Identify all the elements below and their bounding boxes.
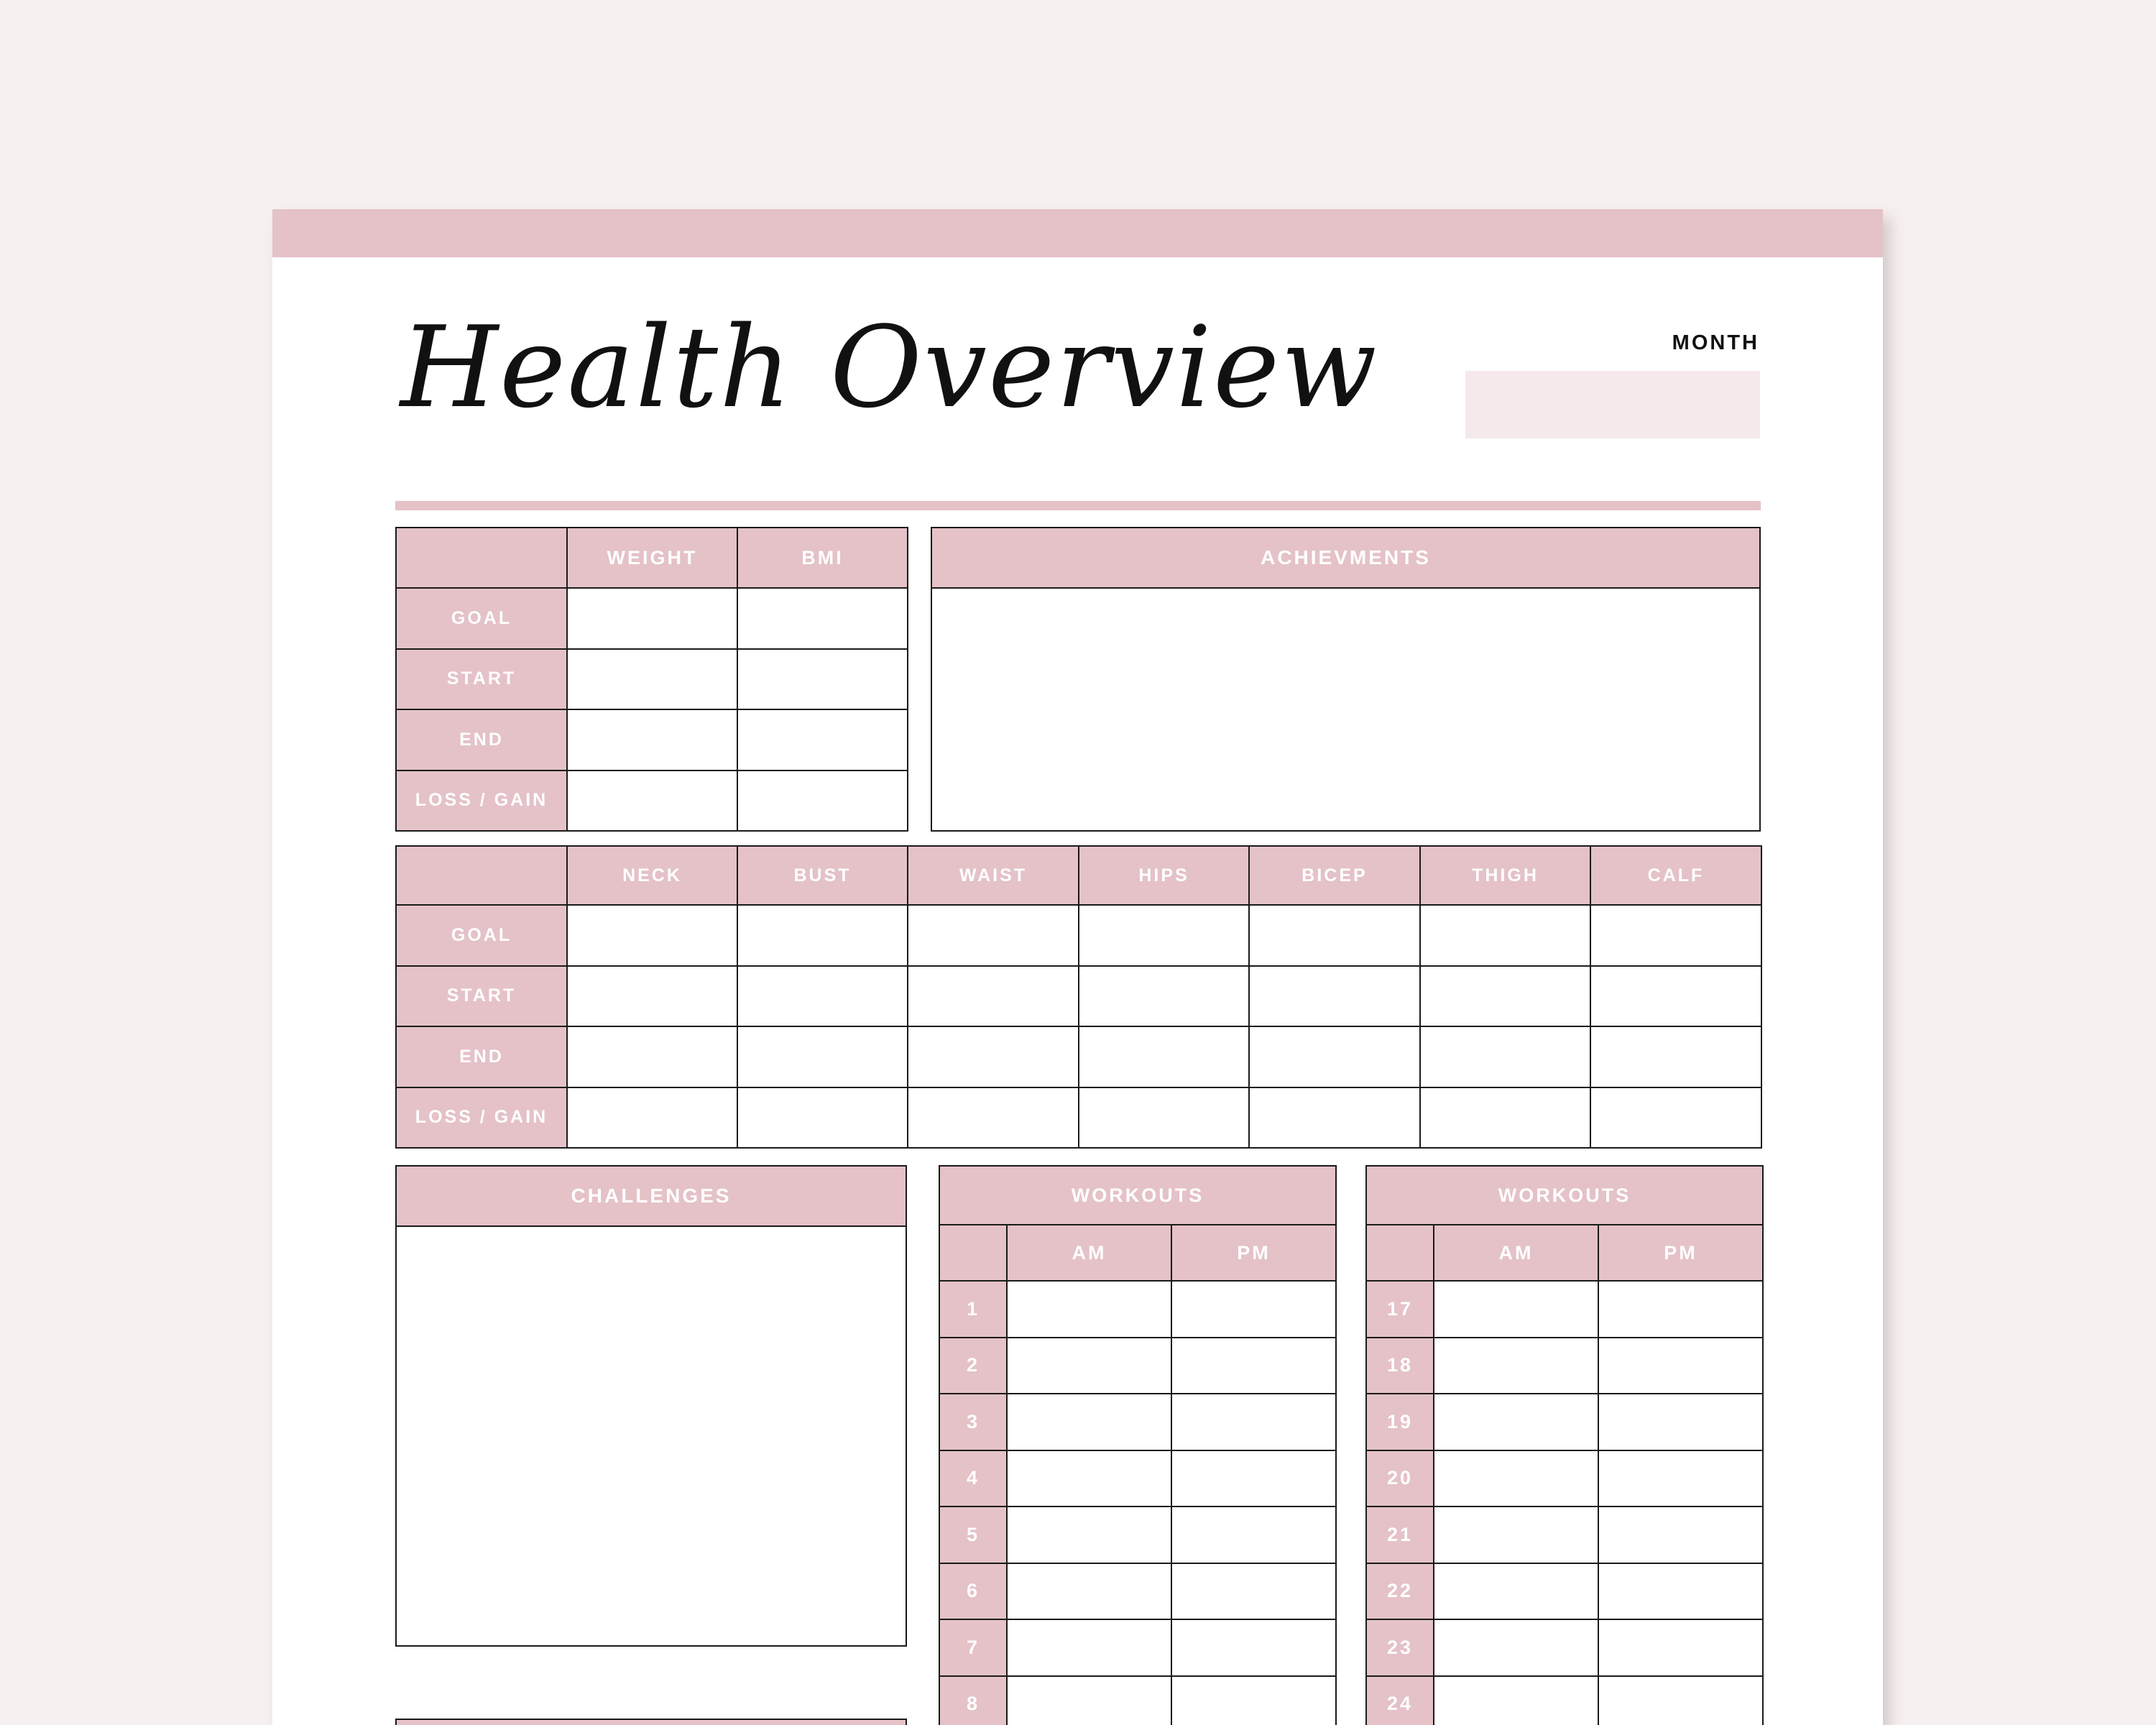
am-column-header: AM [1434, 1225, 1598, 1281]
day-row [1366, 1619, 1763, 1676]
entry-cell[interactable] [1420, 1026, 1590, 1087]
weight-bmi-table [395, 527, 908, 832]
achievements-header: ACHIEVMENTS [932, 528, 1759, 589]
row-label: 7 [939, 1619, 1007, 1676]
table-row [396, 1087, 1761, 1149]
entry-cell[interactable] [1171, 1450, 1336, 1507]
row-label: 18 [1366, 1338, 1434, 1394]
table-row [396, 649, 908, 710]
entry-cell[interactable] [1434, 1506, 1598, 1563]
entry-cell[interactable] [1420, 905, 1590, 966]
day-row [1366, 1506, 1763, 1563]
workouts-day-corner [1366, 1225, 1434, 1281]
workouts-table-days-1-8 [939, 1165, 1337, 1725]
column-header-bicep: BICEP [1249, 846, 1420, 905]
entry-cell[interactable] [567, 649, 737, 710]
table-row [396, 709, 908, 770]
entry-cell[interactable] [1434, 1619, 1598, 1676]
entry-cell[interactable] [1598, 1281, 1763, 1338]
entry-cell[interactable] [1598, 1563, 1763, 1620]
entry-cell[interactable] [1171, 1394, 1336, 1450]
workouts-title: WORKOUTS [939, 1166, 1336, 1225]
entry-cell[interactable] [567, 1026, 737, 1087]
entry-cell[interactable] [1171, 1338, 1336, 1394]
entry-cell[interactable] [1590, 905, 1761, 966]
entry-cell[interactable] [1171, 1506, 1336, 1563]
entry-cell[interactable] [1434, 1281, 1598, 1338]
entry-cell[interactable] [1079, 905, 1249, 966]
entry-cell[interactable] [1171, 1676, 1336, 1725]
row-label: 3 [939, 1394, 1007, 1450]
entry-cell[interactable] [1598, 1450, 1763, 1507]
row-label: 2 [939, 1338, 1007, 1394]
row-label: GOAL [396, 905, 567, 966]
row-label: 22 [1366, 1563, 1434, 1620]
entry-cell[interactable] [1007, 1450, 1171, 1507]
row-label: 1 [939, 1281, 1007, 1338]
challenges-box [395, 1165, 907, 1647]
entry-cell[interactable] [737, 709, 908, 770]
measure-table-corner [396, 846, 567, 905]
day-row [939, 1563, 1336, 1620]
day-row [1366, 1281, 1763, 1338]
row-label: 17 [1366, 1281, 1434, 1338]
entry-cell[interactable] [908, 1026, 1079, 1087]
column-header-thigh: THIGH [1420, 846, 1590, 905]
entry-cell[interactable] [1598, 1506, 1763, 1563]
column-header-neck: NECK [567, 846, 737, 905]
entry-cell[interactable] [908, 966, 1079, 1027]
entry-cell[interactable] [1249, 1026, 1420, 1087]
column-header-hips: HIPS [1079, 846, 1249, 905]
day-row [1366, 1394, 1763, 1450]
entry-cell[interactable] [737, 770, 908, 832]
weight-column-header: WEIGHT [567, 528, 737, 588]
entry-cell[interactable] [1007, 1338, 1171, 1394]
day-row [939, 1506, 1336, 1563]
entry-cell[interactable] [1079, 966, 1249, 1027]
workouts-day-corner [939, 1225, 1007, 1281]
entry-cell[interactable] [1171, 1281, 1336, 1338]
row-label: 24 [1366, 1676, 1434, 1725]
achievements-box [931, 527, 1761, 832]
day-row [939, 1338, 1336, 1394]
table-row [396, 905, 1761, 966]
entry-cell[interactable] [1420, 1087, 1590, 1149]
next-section-header-edge [395, 1719, 907, 1725]
workouts-table-days-17-24 [1365, 1165, 1764, 1725]
day-row [1366, 1676, 1763, 1725]
entry-cell[interactable] [908, 1087, 1079, 1149]
entry-cell[interactable] [1007, 1281, 1171, 1338]
day-row [939, 1281, 1336, 1338]
body-measurements-table [395, 845, 1762, 1149]
row-label: END [396, 709, 567, 770]
entry-cell[interactable] [737, 588, 908, 649]
pm-column-header: PM [1171, 1225, 1336, 1281]
table-row [396, 770, 908, 832]
am-column-header: AM [1007, 1225, 1171, 1281]
table-row [396, 1026, 1761, 1087]
row-label: 6 [939, 1563, 1007, 1620]
entry-cell[interactable] [908, 905, 1079, 966]
achievements-writing-area[interactable] [932, 589, 1759, 832]
entry-cell[interactable] [1420, 966, 1590, 1027]
row-label: END [396, 1026, 567, 1087]
row-label: 5 [939, 1506, 1007, 1563]
entry-cell[interactable] [567, 588, 737, 649]
entry-cell[interactable] [1598, 1676, 1763, 1725]
entry-cell[interactable] [737, 1087, 908, 1149]
entry-cell[interactable] [1590, 966, 1761, 1027]
row-label: LOSS / GAIN [396, 1087, 567, 1149]
row-label: 21 [1366, 1506, 1434, 1563]
day-row [939, 1450, 1336, 1507]
entry-cell[interactable] [737, 905, 908, 966]
entry-cell[interactable] [567, 770, 737, 832]
title-divider [395, 501, 1761, 510]
entry-cell[interactable] [1249, 1087, 1420, 1149]
entry-cell[interactable] [1249, 905, 1420, 966]
day-row [1366, 1338, 1763, 1394]
entry-cell[interactable] [1079, 1026, 1249, 1087]
row-label: START [396, 966, 567, 1027]
entry-cell[interactable] [1249, 966, 1420, 1027]
challenges-header: CHALLENGES [397, 1167, 906, 1227]
entry-cell[interactable] [1171, 1563, 1336, 1620]
page-title: Health Overview [400, 302, 1378, 433]
entry-cell[interactable] [1434, 1338, 1598, 1394]
top-accent-band [272, 209, 1883, 257]
entry-cell[interactable] [1434, 1676, 1598, 1725]
entry-cell[interactable] [567, 709, 737, 770]
row-label: GOAL [396, 588, 567, 649]
row-label: START [396, 649, 567, 710]
entry-cell[interactable] [1434, 1450, 1598, 1507]
bmi-column-header: BMI [737, 528, 908, 588]
day-row [939, 1394, 1336, 1450]
entry-cell[interactable] [1598, 1619, 1763, 1676]
weight-table-corner [396, 528, 567, 588]
entry-cell[interactable] [1434, 1394, 1598, 1450]
day-row [1366, 1563, 1763, 1620]
row-label: 4 [939, 1450, 1007, 1507]
entry-cell[interactable] [1007, 1394, 1171, 1450]
entry-cell[interactable] [1171, 1619, 1336, 1676]
pm-column-header: PM [1598, 1225, 1763, 1281]
entry-cell[interactable] [1434, 1563, 1598, 1620]
entry-cell[interactable] [1007, 1506, 1171, 1563]
challenges-writing-area[interactable] [397, 1227, 906, 1647]
entry-cell[interactable] [1590, 1026, 1761, 1087]
entry-cell[interactable] [567, 1087, 737, 1149]
entry-cell[interactable] [1598, 1338, 1763, 1394]
row-label: 20 [1366, 1450, 1434, 1507]
entry-cell[interactable] [737, 649, 908, 710]
entry-cell[interactable] [1007, 1676, 1171, 1725]
table-row [396, 966, 1761, 1027]
planner-sheet [272, 209, 1883, 1725]
column-header-waist: WAIST [908, 846, 1079, 905]
entry-cell[interactable] [737, 1026, 908, 1087]
day-row [1366, 1450, 1763, 1507]
table-row [396, 588, 908, 649]
entry-cell[interactable] [1007, 1619, 1171, 1676]
month-input-box[interactable] [1465, 371, 1760, 438]
entry-cell[interactable] [567, 905, 737, 966]
entry-cell[interactable] [737, 966, 908, 1027]
column-header-bust: BUST [737, 846, 908, 905]
entry-cell[interactable] [1079, 1087, 1249, 1149]
entry-cell[interactable] [1598, 1394, 1763, 1450]
day-row [939, 1619, 1336, 1676]
month-label: MONTH [1672, 331, 1759, 354]
workouts-title: WORKOUTS [1366, 1166, 1763, 1225]
row-label: 23 [1366, 1619, 1434, 1676]
row-label: 8 [939, 1676, 1007, 1725]
entry-cell[interactable] [1590, 1087, 1761, 1149]
column-header-calf: CALF [1590, 846, 1761, 905]
day-row [939, 1676, 1336, 1725]
row-label: LOSS / GAIN [396, 770, 567, 832]
row-label: 19 [1366, 1394, 1434, 1450]
entry-cell[interactable] [567, 966, 737, 1027]
entry-cell[interactable] [1007, 1563, 1171, 1620]
